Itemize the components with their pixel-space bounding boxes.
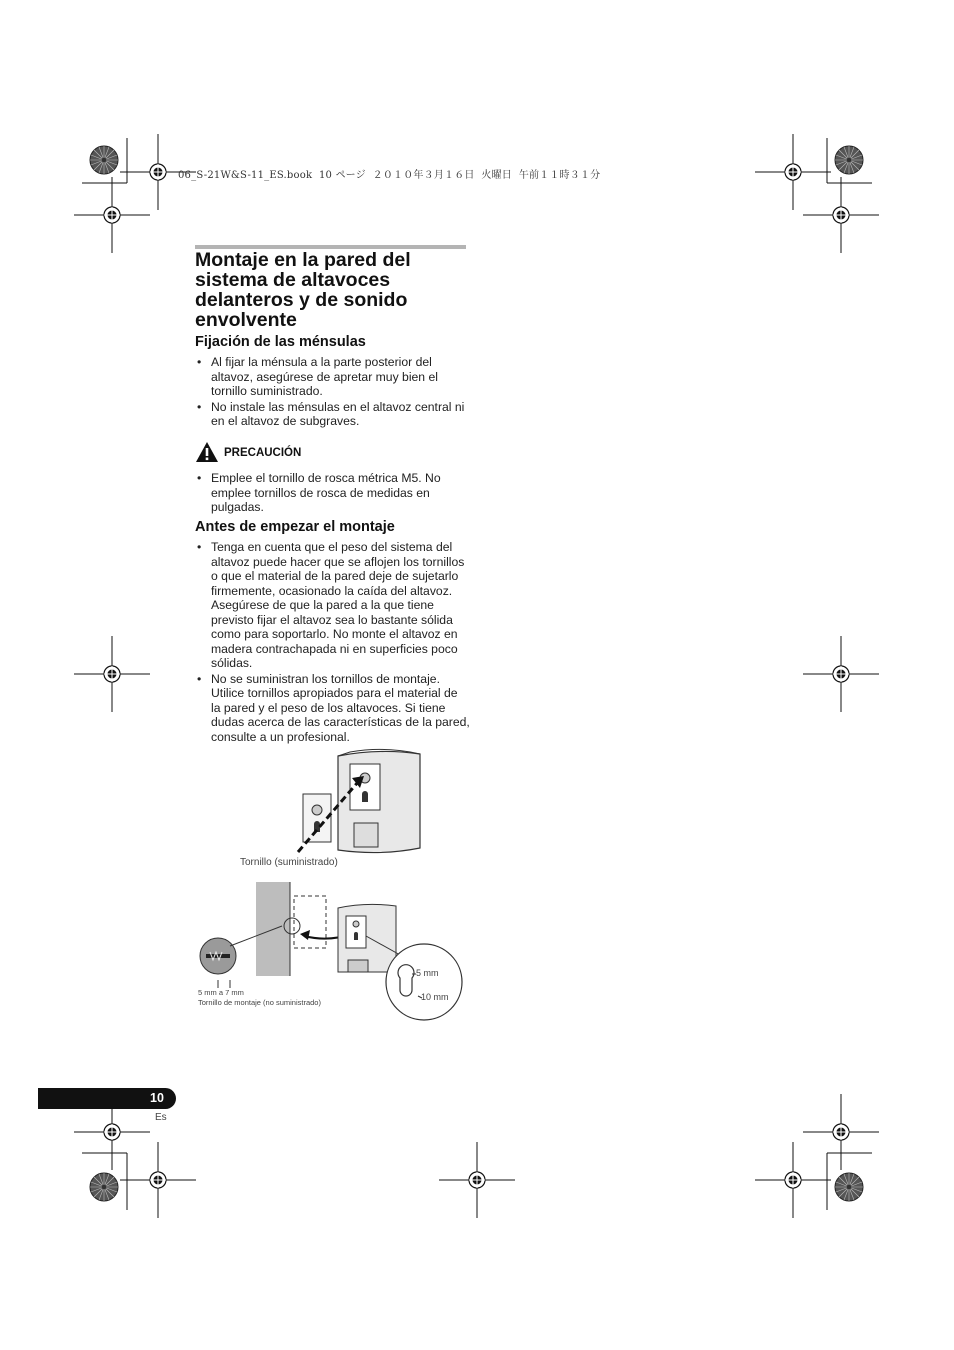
page-number: 10 [150, 1091, 164, 1105]
list-item: • Tenga en cuenta que el peso del sistema del altavoz puede hacer que se aflojen los tornillos o que el material de la pared deje de sujetarlo firmemente, ocasionado la caída del altavoz. Asegúrese de que la pared a la que tiene previsto fijar el altavoz sea lo bastante sólida como para soportarlo. No monte el altavoz en madera contrachapada ni en superficies poco sólidas. [195, 540, 470, 671]
mounting-bullet-list [195, 540, 470, 745]
supplied-screw-caption: Tornillo (suministrado) [240, 857, 338, 868]
section-heading-brackets: Fijación de las ménsulas [195, 334, 366, 350]
caution-bullet-list [195, 471, 470, 516]
dimension-10mm: 10 mm [421, 992, 449, 1002]
list-item: • No instale las ménsulas en el altavoz central ni en el altavoz de subgraves. [195, 400, 470, 429]
mounting-screw-caption: Tornillo de montaje (no suministrado) [198, 998, 321, 1007]
caution-label: PRECAUCIÓN [224, 447, 302, 459]
print-header: 06_S-21W&S-11_ES.book 10 ページ ２０１０年３月１６日 火曜日 午前１１時３１分 [178, 170, 601, 181]
bracket-bullet-list [195, 355, 470, 430]
section-heading-before-mounting: Antes de empezar el montaje [195, 519, 395, 535]
list-item: • No se suministran los tornillos de montaje. Utilice tornillos apropiados para el material de la pared y el peso de los altavoces. Si tiene dudas acerca de las características de la pared, consulte a un profesional. [195, 672, 470, 745]
page-title: Montaje en la pared del sistema de altavoces delanteros y de sonido envolvente [195, 249, 411, 331]
language-code: Es [155, 1112, 167, 1123]
bracket-attachment-illustration [290, 748, 490, 860]
list-item: • Emplee el tornillo de rosca métrica M5. No emplee tornillos de rosca de medidas en pulgadas. [195, 471, 470, 515]
warning-triangle-icon [195, 441, 219, 463]
screw-depth-caption: 5 mm a 7 mm [198, 988, 244, 997]
dimension-5mm: 5 mm [416, 968, 439, 978]
list-item: • Al fijar la ménsula a la parte posterior del altavoz, asegúrese de apretar muy bien el tornillo suministrado. [195, 355, 470, 399]
